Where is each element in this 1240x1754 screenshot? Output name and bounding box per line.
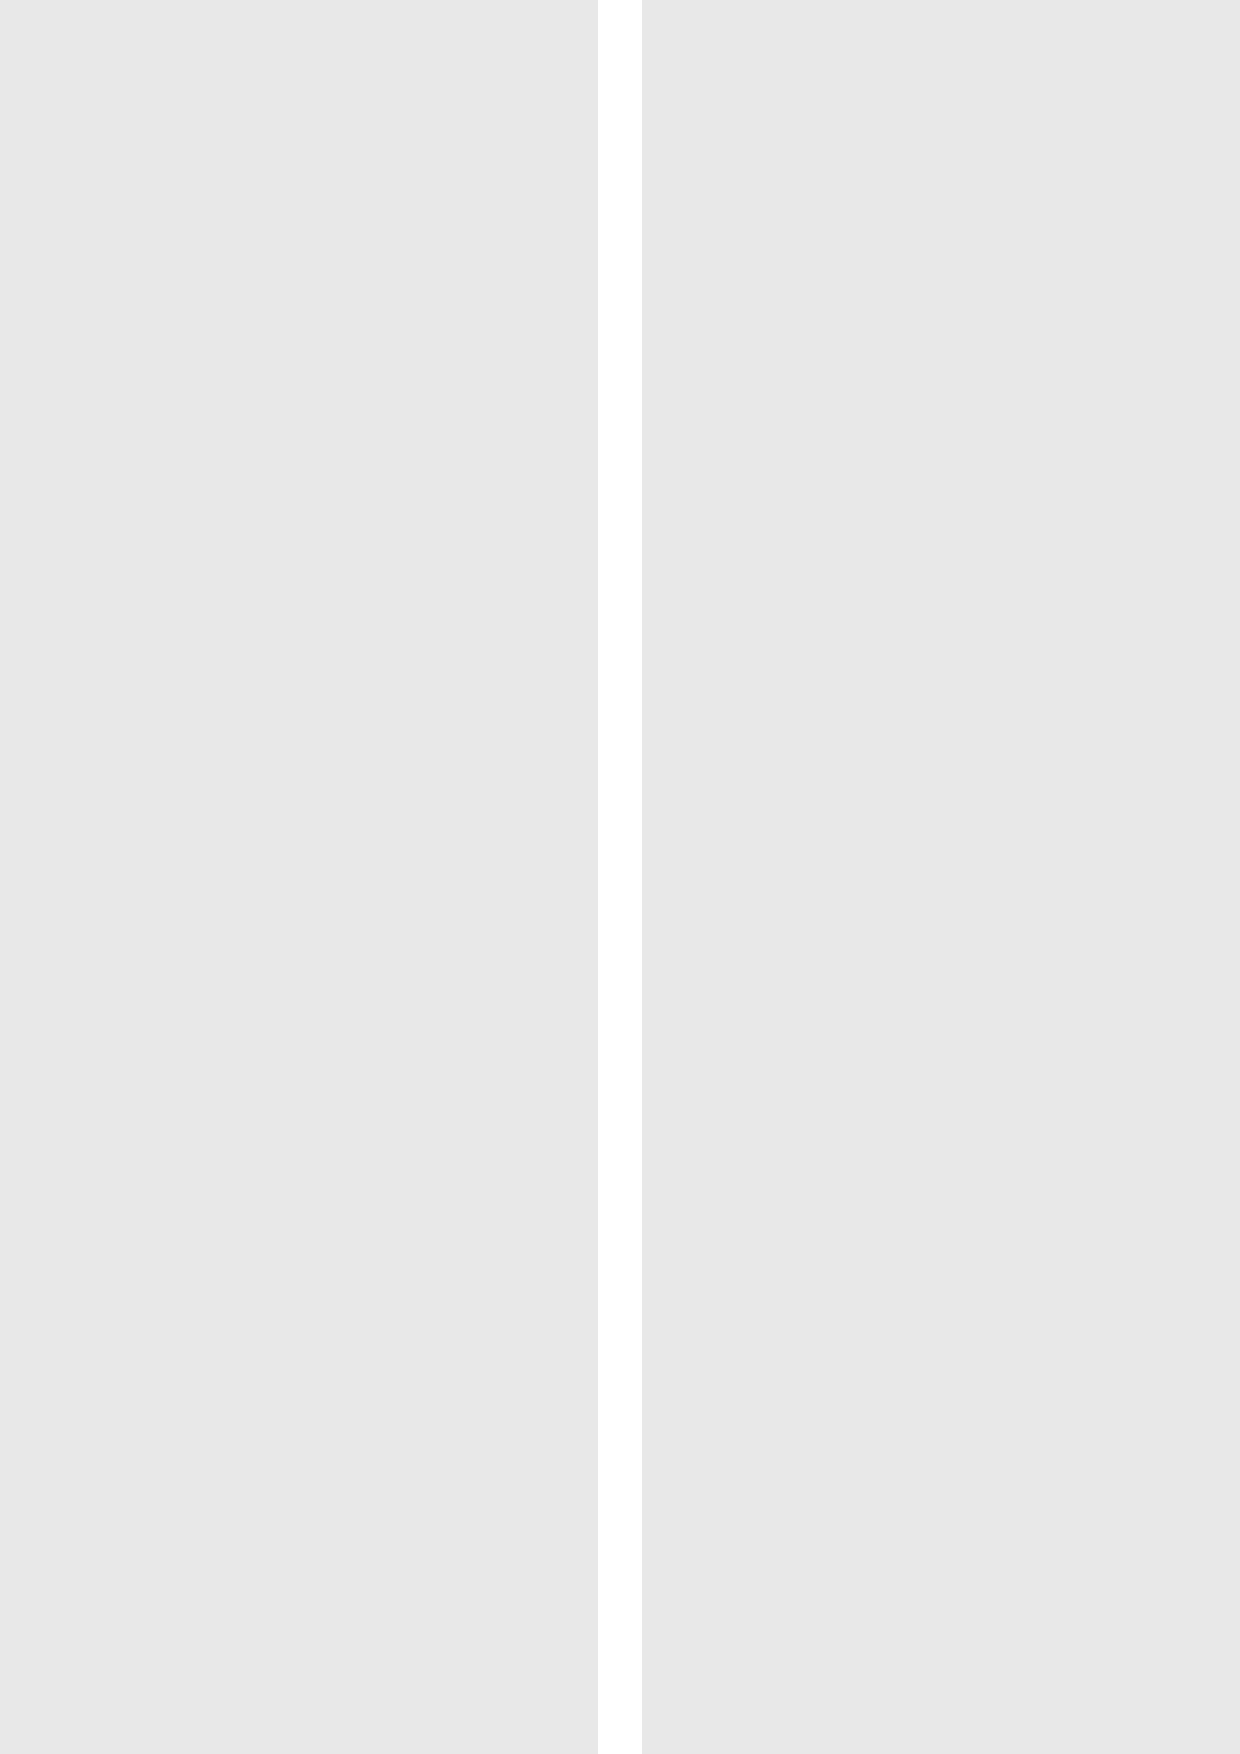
document-page xyxy=(598,0,642,1754)
